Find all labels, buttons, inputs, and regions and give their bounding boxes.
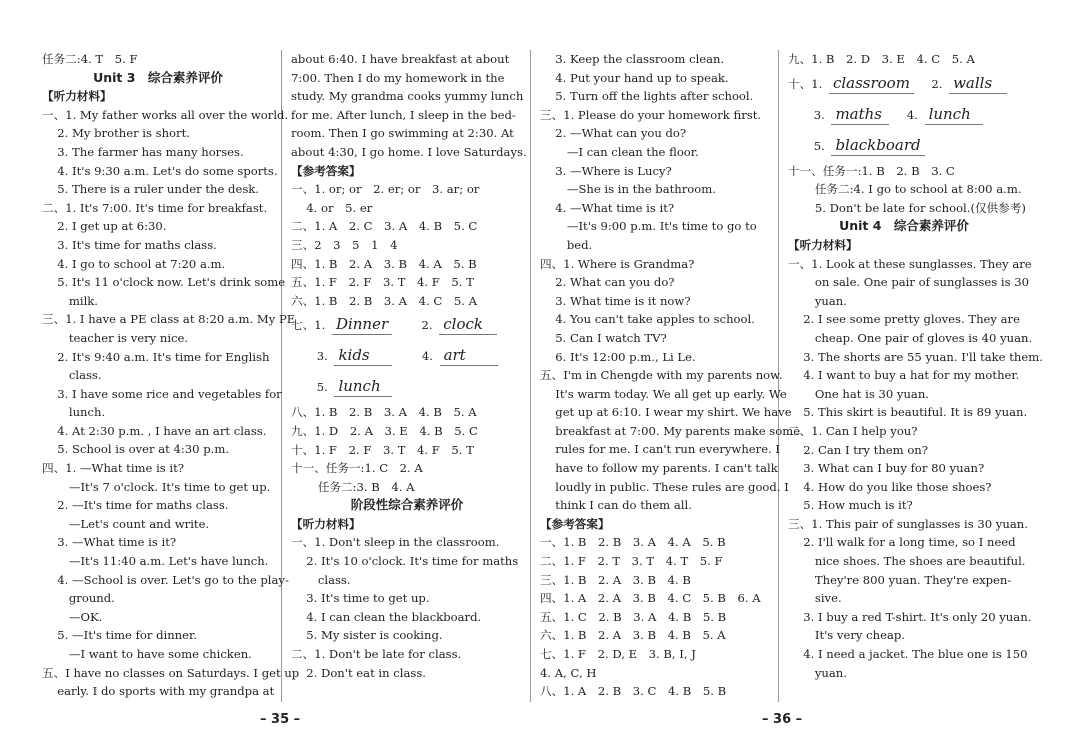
text-line: —Let's count and write. [42, 516, 210, 531]
hw-num: 4. [906, 107, 918, 122]
text-line: 任务二:3. B 4. A [291, 479, 415, 494]
text-line: —It's 7 o'clock. It's time to get up. [42, 479, 271, 494]
text-line: sive. [788, 591, 842, 606]
text-line: 三、1. B 2. A 3. B 4. B [540, 572, 691, 587]
text-line: 3. What time is it now? [540, 293, 691, 308]
text-line: 5. There is a ruler under the desk. [42, 182, 259, 197]
text-line: 3. —What time is it? [42, 535, 177, 550]
page-number-right: – 36 – [762, 712, 803, 727]
text-line: 一、1. or; or 2. er; or 3. ar; or [291, 182, 480, 197]
text-line: 任务二:4. I go to school at 8:00 a.m. [788, 182, 1022, 197]
text-line: class. [291, 572, 351, 587]
section-heading: 【听力材料】 [788, 237, 858, 252]
text-line: 4. or 5. er [291, 200, 373, 215]
text-line: about 4:30, I go home. I love Saturdays. [291, 144, 527, 159]
text-line: 4. How do you like those shoes? [788, 479, 992, 494]
text-line: 2. I'll walk for a long time, so I need [788, 535, 1016, 550]
text-line: 三、1. I have a PE class at 8:20 a.m. My PE [42, 312, 296, 327]
text-line: 九、1. B 2. D 3. E 4. C 5. A [788, 52, 975, 66]
hw-num: 2. [931, 76, 943, 91]
text-line: 2. My brother is short. [42, 126, 190, 141]
text-line: have to follow my parents. I can't talk [540, 461, 778, 476]
text-line: breakfast at 7:00. My parents make some [540, 423, 801, 438]
handwritten-answer: Dinner [332, 314, 392, 335]
text-line: yuan. [788, 293, 847, 308]
text-line: 5. Turn off the lights after school. [540, 89, 754, 104]
text-line: 3. I buy a red T-shirt. It's only 20 yuan. [788, 609, 1032, 624]
text-line: 3. It's time for maths class. [42, 237, 217, 252]
handwritten-answer: clock [439, 314, 497, 335]
text-line: 六、1. B 2. A 3. B 4. B 5. A [540, 628, 726, 643]
text-line: 一、1. My father works all over the world. [42, 107, 289, 122]
text-line: bed. [540, 237, 593, 252]
text-line: 4. At 2:30 p.m. , I have an art class. [42, 423, 267, 438]
handwritten-answer: blackboard [831, 135, 924, 156]
text-line: 2. What can you do? [540, 275, 675, 290]
text-line: —OK. [42, 609, 103, 624]
text-line: 3. The shorts are 55 yuan. I'll take them. [788, 349, 1043, 364]
text-line: 八、1. A 2. B 3. C 4. B 5. B [540, 684, 727, 699]
hw-num: 3. [813, 107, 825, 122]
text-line: 4. I need a jacket. The blue one is 150 [788, 647, 1028, 662]
text-line: 2. —It's time for maths class. [42, 498, 229, 513]
text-line: 九、1. D 2. A 3. E 4. B 5. C [291, 423, 478, 438]
text-line: 2. It's 10 o'clock. It's time for maths [291, 554, 519, 569]
text-line: think I can do them all. [540, 498, 692, 513]
text-line: 三、1. This pair of sunglasses is 30 yuan. [788, 516, 1028, 531]
text-line: —I can clean the floor. [540, 144, 699, 159]
section-title: Unit 3 综合素养评价 [93, 69, 223, 85]
text-line: 二、1. It's 7:00. It's time for breakfast. [42, 200, 268, 215]
section-heading: 【参考答案】 [291, 163, 361, 178]
text-line: loudly in public. These rules are good. I [540, 479, 789, 494]
text-line: 4. —School is over. Let's go to the play- [42, 572, 289, 587]
handwritten-answer: art [440, 345, 498, 366]
text-line: 5. How much is it? [788, 498, 913, 513]
text-line: yuan. [788, 665, 847, 680]
text-line: 八、1. B 2. B 3. A 4. B 5. A [291, 405, 477, 420]
text-line: milk. [42, 293, 98, 308]
column-1 [42, 50, 300, 701]
text-line: 4. I want to buy a hat for my mother. [788, 368, 1020, 383]
text-line: 5. —It's time for dinner. [42, 628, 197, 643]
text-line: on sale. One pair of sunglasses is 30 [788, 275, 1029, 290]
text-line: about 6:40. I have breakfast at about [291, 52, 510, 66]
text-line: 5. My sister is cooking. [291, 628, 443, 643]
text-line: rules for me. I can't run everywhere. I [540, 442, 781, 457]
section-heading: 【听力材料】 [291, 516, 361, 531]
text-line: 4. It's 9:30 a.m. Let's do some sports. [42, 163, 278, 178]
column-divider [530, 50, 531, 702]
text-line: teacher is very nice. [42, 330, 189, 345]
text-line: 3. It's time to get up. [291, 591, 430, 606]
text-line: 5. School is over at 4:30 p.m. [42, 442, 230, 457]
text-line: 十、1. F 2. F 3. T 4. F 5. T [291, 442, 474, 457]
text-line: early. I do sports with my grandpa at [42, 684, 275, 699]
text-line: 五、1. C 2. B 3. A 4. B 5. B [540, 609, 727, 624]
hw-num: 5. [316, 380, 328, 395]
text-line: 二、1. Don't be late for class. [291, 647, 462, 662]
text-line: 6. It's 12:00 p.m., Li Le. [540, 349, 696, 364]
handwriting-block [291, 310, 523, 403]
text-line: 2. Don't eat in class. [291, 665, 426, 680]
text-line: 5. This skirt is beautiful. It is 89 yuan. [788, 405, 1028, 420]
text-line: 一、1. Look at these sunglasses. They are [788, 256, 1032, 271]
handwritten-answer: lunch [925, 104, 983, 125]
section-title: Unit 4 综合素养评价 [839, 218, 969, 234]
text-line: 五、1. F 2. F 3. T 4. F 5. T [291, 275, 474, 290]
text-line: 五、I have no classes on Saturdays. I get up [42, 665, 300, 680]
text-line: 一、1. B 2. B 3. A 4. A 5. B [540, 535, 726, 550]
hw-num: 5. [813, 138, 825, 153]
text-line: study. My grandma cooks yummy lunch [291, 89, 524, 104]
text-line: 三、2 3 5 1 4 [291, 237, 398, 252]
section-heading: 【听力材料】 [42, 89, 112, 104]
text-line: 4. —What time is it? [540, 200, 675, 215]
text-line: 5. It's 11 o'clock now. Let's drink some [42, 275, 286, 290]
text-line: 二、1. Can I help you? [788, 423, 918, 438]
handwriting-block [788, 69, 1020, 162]
column-3 [540, 50, 801, 701]
text-line: lunch. [42, 405, 106, 420]
text-line: 3. The farmer has many horses. [42, 144, 244, 159]
handwritten-answer: kids [334, 345, 392, 366]
text-line: 六、1. B 2. B 3. A 4. C 5. A [291, 293, 477, 308]
text-line: 十一、任务一:1. C 2. A [291, 461, 423, 476]
text-line: 四、1. —What time is it? [42, 461, 185, 476]
text-line: nice shoes. The shoes are beautiful. [788, 554, 1026, 569]
text-line: 四、1. B 2. A 3. B 4. A 5. B [291, 256, 477, 271]
hw-label: 十、1. [788, 76, 823, 91]
text-line: 五、I'm in Chengde with my parents now. [540, 368, 783, 383]
text-line: 十一、任务一:1. B 2. B 3. C [788, 163, 955, 178]
text-line: 2. I see some pretty gloves. They are [788, 312, 1020, 327]
text-line: 7:00. Then I do my homework in the [291, 70, 505, 85]
text-line: 任务二:4. T 5. F [42, 52, 138, 66]
text-line: 三、1. Please do your homework first. [540, 107, 762, 122]
section-heading: 【参考答案】 [540, 516, 610, 531]
text-line: 3. I have some rice and vegetables for [42, 386, 282, 401]
text-line: cheap. One pair of gloves is 40 yuan. [788, 330, 1033, 345]
text-line: 3. Keep the classroom clean. [540, 52, 725, 66]
text-line: 四、1. A 2. A 3. B 4. C 5. B 6. A [540, 591, 761, 606]
hw-num: 2. [421, 318, 433, 333]
hw-num: 3. [316, 349, 328, 364]
text-line: 一、1. Don't sleep in the classroom. [291, 535, 500, 550]
text-line: class. [42, 368, 102, 383]
text-line: 4. You can't take apples to school. [540, 312, 755, 327]
text-line: 3. What can I buy for 80 yuan? [788, 461, 985, 476]
hw-label: 七、1. [291, 318, 326, 333]
text-line: get up at 6:10. I wear my shirt. We have [540, 405, 792, 420]
text-line: 4. Put your hand up to speak. [540, 70, 729, 85]
text-line: It's very cheap. [788, 628, 905, 643]
text-line: 2. I get up at 6:30. [42, 219, 167, 234]
text-line: 4. I go to school at 7:20 a.m. [42, 256, 226, 271]
section-title: 阶段性综合素养评价 [350, 497, 464, 513]
text-line: 4. A, C, H [540, 665, 597, 680]
column-4 [788, 50, 1043, 682]
text-line: 二、1. A 2. C 3. A 4. B 5. C [291, 219, 478, 234]
text-line: 四、1. Where is Grandma? [540, 256, 695, 271]
text-line: One hat is 30 yuan. [788, 386, 929, 401]
text-line: room. Then I go swimming at 2:30. At [291, 126, 514, 141]
text-line: ground. [42, 591, 115, 606]
column-2 [291, 50, 527, 682]
text-line: 4. I can clean the blackboard. [291, 609, 482, 624]
text-line: 2. Can I try them on? [788, 442, 928, 457]
text-line: —I want to have some chicken. [42, 647, 252, 661]
handwritten-answer: walls [949, 73, 1007, 94]
text-line: —She is in the bathroom. [540, 182, 716, 197]
handwritten-answer: maths [831, 104, 889, 125]
handwritten-answer: lunch [334, 376, 392, 397]
text-line: 5. Don't be late for school.(仅供参考) [788, 200, 1026, 215]
hw-num: 4. [421, 349, 433, 364]
text-line: 2. It's 9:40 a.m. It's time for English [42, 349, 270, 364]
handwritten-answer: classroom [829, 73, 914, 94]
text-line: for me. After lunch, I sleep in the bed- [291, 107, 516, 122]
text-line: —It's 11:40 a.m. Let's have lunch. [42, 554, 269, 569]
text-line: It's warm today. We all get up early. We [540, 386, 787, 401]
text-line: —It's 9:00 p.m. It's time to go to [540, 219, 757, 234]
text-line: 七、1. F 2. D, E 3. B, I, J [540, 647, 696, 661]
text-line: 2. —What can you do? [540, 126, 687, 141]
text-line: 二、1. F 2. T 3. T 4. T 5. F [540, 554, 723, 569]
text-line: 5. Can I watch TV? [540, 330, 667, 345]
column-divider [281, 50, 282, 702]
text-line: They're 800 yuan. They're expen- [788, 572, 1012, 587]
text-line: 3. —Where is Lucy? [540, 163, 672, 178]
page-number-left: – 35 – [260, 712, 301, 727]
